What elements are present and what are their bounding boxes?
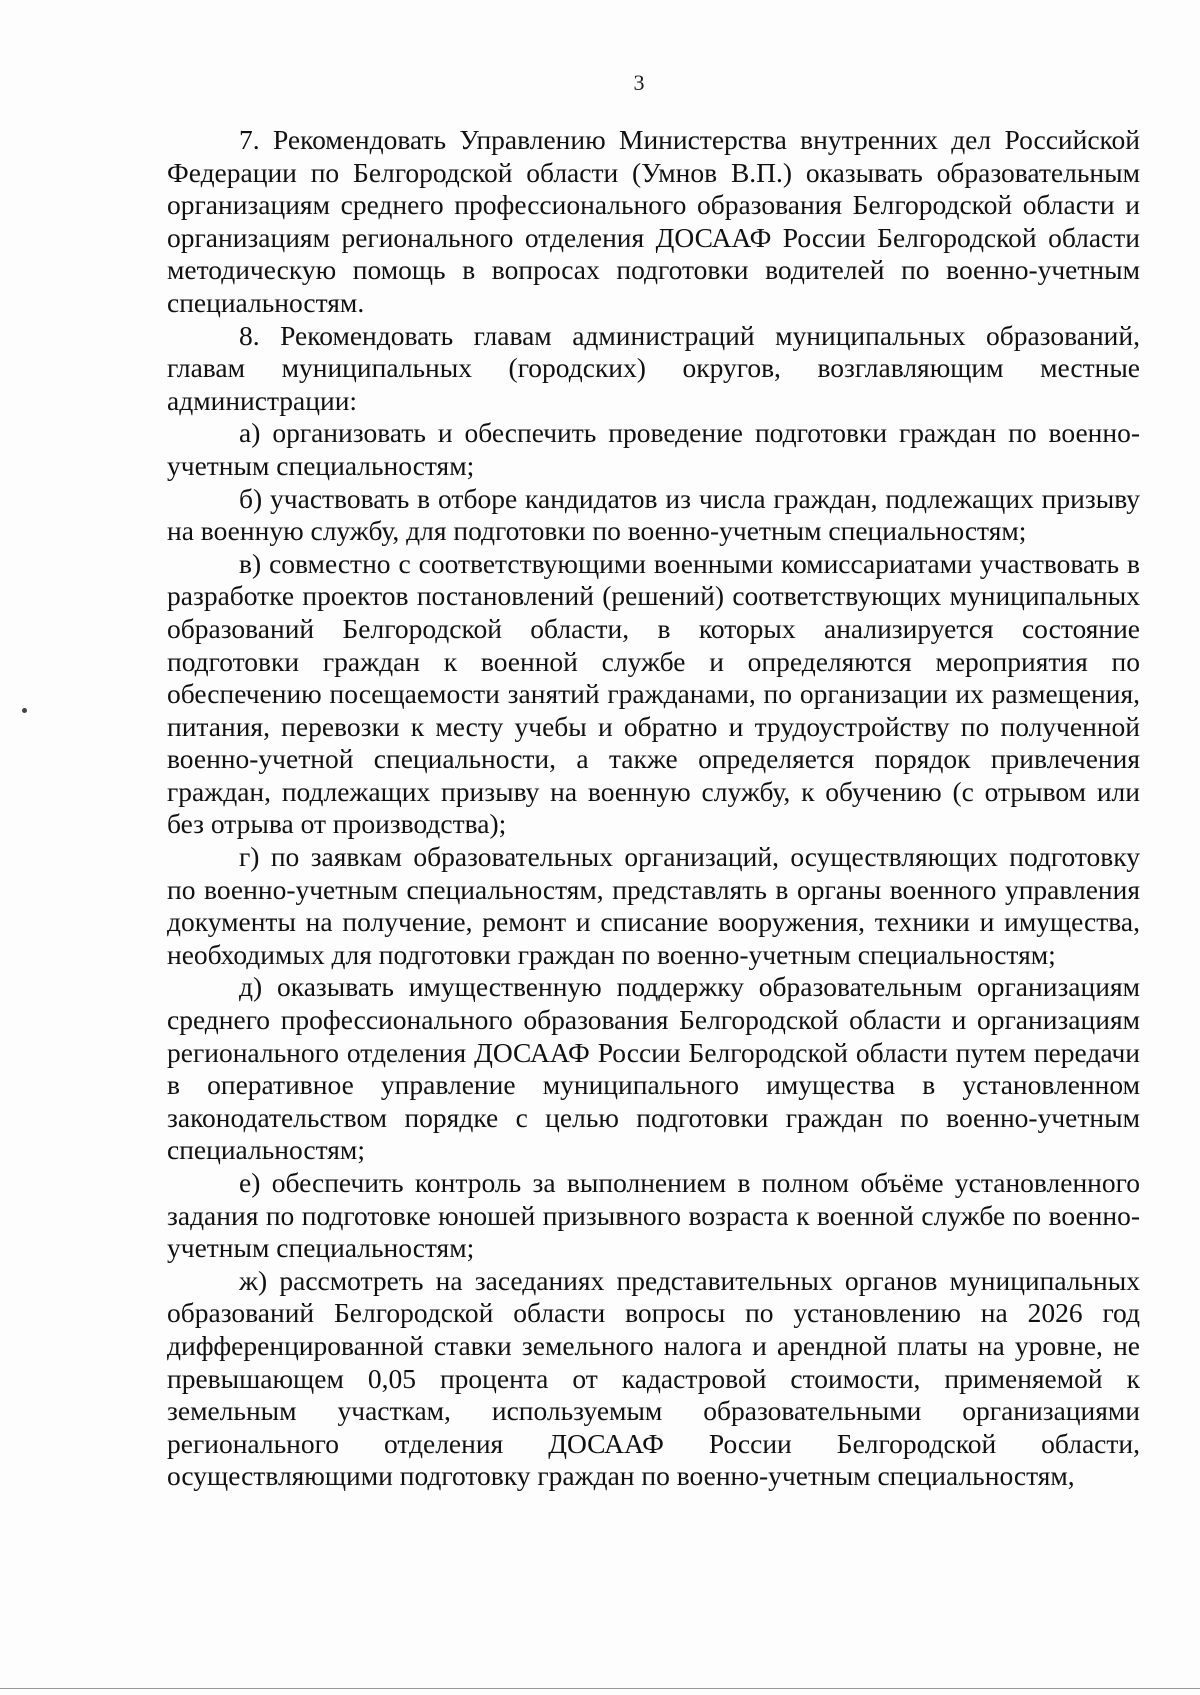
paragraph-item-7: 7. Рекомендовать Управлению Министерства внутренних дел Российской Федерации по Белгородской области (Умнов В.П.) оказывать образовательным организациям среднего профессионального образования Белгородской области и организациям регионального отделения ДОСААФ России Белгородской области методическую помощь в вопросах подготовки водителей по военно-учетным специальностям. (167, 124, 1140, 318)
document-body (167, 124, 1140, 1493)
scan-speck (22, 708, 27, 713)
scan-edge-line (0, 1688, 1200, 1689)
subparagraph-d: д) оказывать имущественную поддержку образовательным организациям среднего профессионального образования Белгородской области и организациям регионального отделения ДОСААФ России Белгородской области путем передачи в оперативное управление муниципального имущества в установленном законодательством порядке с целью подготовки граждан по военно-учетным специальностям; (167, 971, 1140, 1166)
subparagraph-e: е) обеспечить контроль за выполнением в полном объёме установленного задания по подготовке юношей призывного возраста к военной службе по военно-учетным специальностям; (167, 1167, 1140, 1264)
subparagraph-g: г) по заявкам образовательных организаций, осуществляющих подготовку по военно-учетным специальностям, представлять в органы военного управления документы на получение, ремонт и списание вооружения, техники и имущества, необходимых для подготовки граждан по военно-учетным специальностям; (167, 841, 1140, 970)
paragraph-item-8: 8. Рекомендовать главам администраций муниципальных образований, главам муниципальных (городских) округов, возглавляющим местные администрации: (167, 319, 1140, 416)
subparagraph-v: в) совместно с соответствующими военными комиссариатами участвовать в разработке проектов постановлений (решений) соответствующих муниципальных образований Белгородской области, в которых анализируется состояние подготовки граждан к военной службе и определяются мероприятия по обеспечению посещаемости занятий гражданами, по организации их размещения, питания, перевозки к месту учебы и обратно и трудоустройству по полученной военно-учетной специальности, а также определяется порядок привлечения граждан, подлежащих призыву на военную службу, к обучению (с отрывом или без отрыва от производства); (167, 547, 1140, 840)
page-number: 3 (633, 70, 645, 95)
subparagraph-a: а) организовать и обеспечить проведение подготовки граждан по военно-учетным специальностям; (167, 417, 1140, 481)
subparagraph-b: б) участвовать в отборе кандидатов из числа граждан, подлежащих призыву на военную службу, для подготовки по военно-учетным специальностям; (167, 482, 1140, 547)
subparagraph-zh: ж) рассмотреть на заседаниях представительных органов муниципальных образований Белгородской области вопросы по установлению на 2026 год дифференцированной ставки земельного налога и арендной платы на уровне, не превышающем 0,05 процента от кадастровой стоимости, применяемой к земельным участкам, используемым образовательными организациями регионального отделения ДОСААФ России Белгородской области, осуществляющими подготовку граждан по военно-учетным специальностям, (167, 1264, 1140, 1492)
